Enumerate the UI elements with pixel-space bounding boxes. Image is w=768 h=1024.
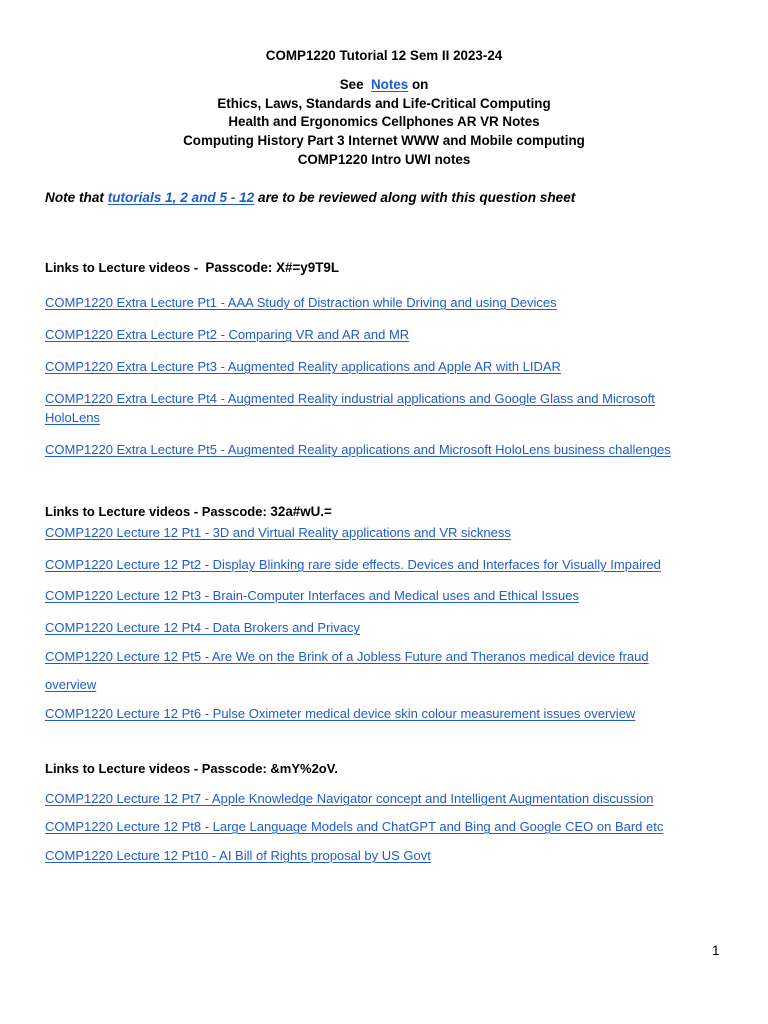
topic-line: Ethics, Laws, Standards and Life-Critical Computing bbox=[217, 96, 551, 111]
topic-line: Health and Ergonomics Cellphones AR VR Notes bbox=[228, 114, 540, 129]
see-prefix: See bbox=[339, 77, 364, 92]
lecture-link-12-pt8[interactable]: COMP1220 Lecture 12 Pt8 - Large Language Models and ChatGPT and Bing and Google CEO on Bard etc bbox=[45, 819, 664, 834]
lecture-link-extra-pt2[interactable]: COMP1220 Extra Lecture Pt2 - Comparing VR and AR and MR bbox=[45, 327, 410, 342]
lecture-link-extra-pt1[interactable]: COMP1220 Extra Lecture Pt1 - AAA Study of Distraction while Driving and using Devices bbox=[45, 295, 557, 310]
lecture-link-12-pt6[interactable]: COMP1220 Lecture 12 Pt6 - Pulse Oximeter medical device skin colour measurement issues overview bbox=[45, 706, 636, 721]
lecture-link-12-pt5-continued[interactable]: overview bbox=[45, 677, 97, 692]
page-number: 1 bbox=[712, 943, 720, 958]
section-heading-3 bbox=[45, 760, 338, 778]
lecture-link-12-pt2[interactable]: COMP1220 Lecture 12 Pt2 - Display Blinking rare side effects. Devices and Interfaces for Visually Impaired bbox=[45, 557, 661, 572]
section-heading-label: Links to Lecture videos - bbox=[45, 260, 199, 275]
passcode: Passcode: X#=y9T9L bbox=[205, 260, 339, 275]
notes-link[interactable]: Notes bbox=[370, 77, 409, 92]
topic-line: COMP1220 Intro UWI notes bbox=[297, 152, 471, 167]
see-suffix: on bbox=[411, 77, 429, 92]
lecture-link-12-pt4[interactable]: COMP1220 Lecture 12 Pt4 - Data Brokers and Privacy bbox=[45, 620, 361, 635]
section-heading-label: Links to Lecture videos - Passcode: bbox=[45, 504, 267, 519]
see-notes-line bbox=[0, 76, 768, 94]
tutorial-note bbox=[45, 189, 575, 207]
lecture-link-extra-pt3[interactable]: COMP1220 Extra Lecture Pt3 - Augmented Reality applications and Apple AR with LIDAR bbox=[45, 359, 561, 374]
topic-line: Computing History Part 3 Internet WWW and Mobile computing bbox=[183, 133, 585, 148]
section-heading-1 bbox=[45, 259, 339, 277]
passcode: 32a#wU.= bbox=[270, 504, 332, 519]
lecture-link-12-pt5[interactable]: COMP1220 Lecture 12 Pt5 - Are We on the Brink of a Jobless Future and Theranos medical device fraud bbox=[45, 649, 649, 664]
note-prefix: Note that bbox=[45, 190, 104, 205]
document-title: COMP1220 Tutorial 12 Sem II 2023-24 bbox=[265, 48, 503, 63]
section-heading-label: Links to Lecture videos - Passcode: &mY%2oV. bbox=[45, 761, 338, 776]
note-suffix: are to be reviewed along with this question sheet bbox=[258, 190, 576, 205]
tutorials-link[interactable]: tutorials 1, 2 and 5 - 12 bbox=[107, 190, 255, 205]
lecture-link-12-pt1[interactable]: COMP1220 Lecture 12 Pt1 - 3D and Virtual Reality applications and VR sickness bbox=[45, 525, 511, 540]
lecture-link-extra-pt5[interactable]: COMP1220 Extra Lecture Pt5 - Augmented Reality applications and Microsoft HoloLens business challenges bbox=[45, 442, 671, 457]
section-heading-2 bbox=[45, 503, 332, 521]
lecture-link-12-pt3[interactable]: COMP1220 Lecture 12 Pt3 - Brain-Computer Interfaces and Medical uses and Ethical Issues bbox=[45, 588, 579, 603]
lecture-link-extra-pt4[interactable]: COMP1220 Extra Lecture Pt4 - Augmented Reality industrial applications and Google Glass and Microsoft HoloLens bbox=[45, 391, 655, 425]
lecture-link-12-pt10[interactable]: COMP1220 Lecture 12 Pt10 - AI Bill of Rights proposal by US Govt bbox=[45, 848, 431, 863]
lecture-link-12-pt7[interactable]: COMP1220 Lecture 12 Pt7 - Apple Knowledge Navigator concept and Intelligent Augmentation discussion bbox=[45, 791, 654, 806]
